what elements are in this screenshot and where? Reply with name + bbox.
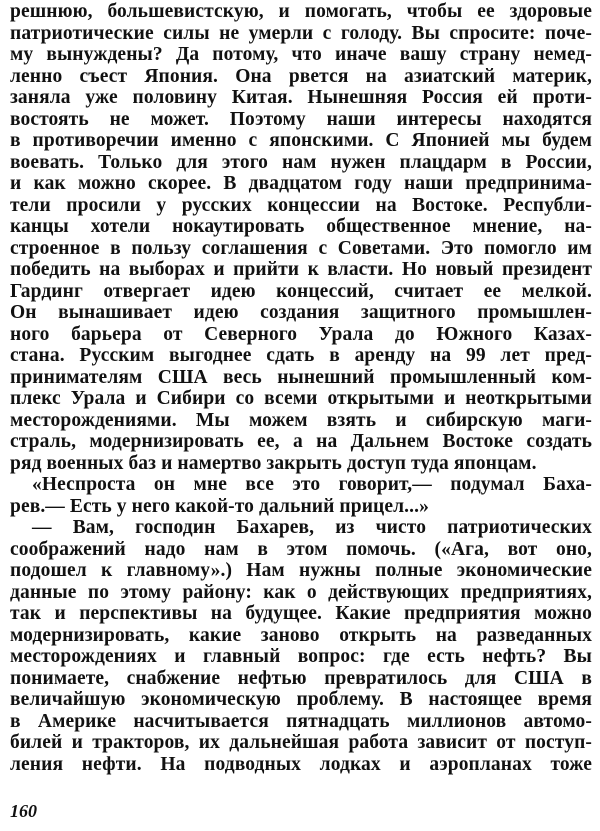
text-line: билей и тракторов, их дальнейшая работа зависит от поступ- xyxy=(10,732,592,753)
text-line: ленно съест Япония. Она рвется на азиатский материк, xyxy=(10,65,592,87)
text-line: заняла уже половину Китая. Нынешняя Россия ей проти- xyxy=(10,87,592,108)
text-line: решнюю, большевистскую, и помогать, чтобы ее здоровые xyxy=(10,1,592,22)
text-line: победить на выборах и прийти к власти. Но новый президент xyxy=(10,259,592,280)
text-line: Он вынашивает идею создания защитного промышлен- xyxy=(10,302,592,323)
text-line: тели просили у русских концессии на Востоке. Республи- xyxy=(10,194,592,216)
text-line: канцы хотели нокаутировать общественное мнение, на- xyxy=(10,216,592,237)
text-line: патриотические силы не умерли с голоду. Вы спросите: поче- xyxy=(10,22,592,44)
text-line: ного барьера от Северного Урала до Южного Казах- xyxy=(10,323,592,345)
text-line: ряд военных баз и намертво закрыть доступ туда японцам. xyxy=(10,452,537,474)
text-line: месторождениях и главный вопрос: где есть нефть? Вы xyxy=(10,646,592,667)
text-line: Гардинг отвергает идею концессий, считает ее мелкой. xyxy=(10,280,592,302)
text-line: данные по этому району: как о действующих предприятиях, xyxy=(10,581,592,603)
text-line: плекс Урала и Сибири со всеми открытыми и неоткрытыми xyxy=(10,388,592,409)
text-line: принимателям США весь нынешний промышленный ком- xyxy=(10,366,592,388)
text-line: месторождениями. Мы можем взять и сибирскую маги- xyxy=(10,409,592,431)
text-line: ления нефти. На подводных лодках и аэропланах тоже xyxy=(10,753,592,775)
text-line: модернизировать, какие заново открыть на разведанных xyxy=(10,624,592,646)
page-text xyxy=(10,1,592,775)
text-line: соображений надо нам в этом помочь. («Ага, вот оно, xyxy=(10,538,592,560)
text-line: востоять не может. Поэтому наши интересы находятся xyxy=(10,108,592,130)
text-line: подошел к главному».) Нам нужны полные экономические xyxy=(10,560,592,581)
text-line: строенное в пользу соглашения с Советами. Это помогло им xyxy=(10,237,592,259)
text-line: в противоречии именно с японскими. С Японией мы будем xyxy=(10,130,592,151)
text-line: «Неспроста он мне все это говорит,— подумал Баха- xyxy=(32,474,592,495)
page-number: 160 xyxy=(10,801,37,821)
text-line: в Америке насчитывается пятнадцать миллионов автомо- xyxy=(10,710,592,732)
text-line: понимаете, снабжение нефтью превратилось для США в xyxy=(10,667,592,689)
text-line: и как можно скорее. В двадцатом году наши предпринима- xyxy=(10,173,592,194)
text-line: величайшую экономическую проблему. В настоящее время xyxy=(10,689,592,710)
text-line: воевать. Только для этого нам нужен плацдарм в России, xyxy=(10,151,592,173)
text-line: страль, модернизировать ее, а на Дальнем Востоке создать xyxy=(10,431,592,452)
text-line: — Вам, господин Бахарев, из чисто патриотических xyxy=(32,517,592,538)
text-line: стана. Русским выгоднее сдать в аренду на 99 лет пред- xyxy=(10,345,592,366)
text-line: му вынуждены? Да потому, что иначе вашу страну немед- xyxy=(10,44,592,65)
text-line: рев.— Есть у него какой-то дальний прицел...» xyxy=(10,495,429,517)
text-line: так и перспективы на будущее. Какие предприятия можно xyxy=(10,603,592,624)
